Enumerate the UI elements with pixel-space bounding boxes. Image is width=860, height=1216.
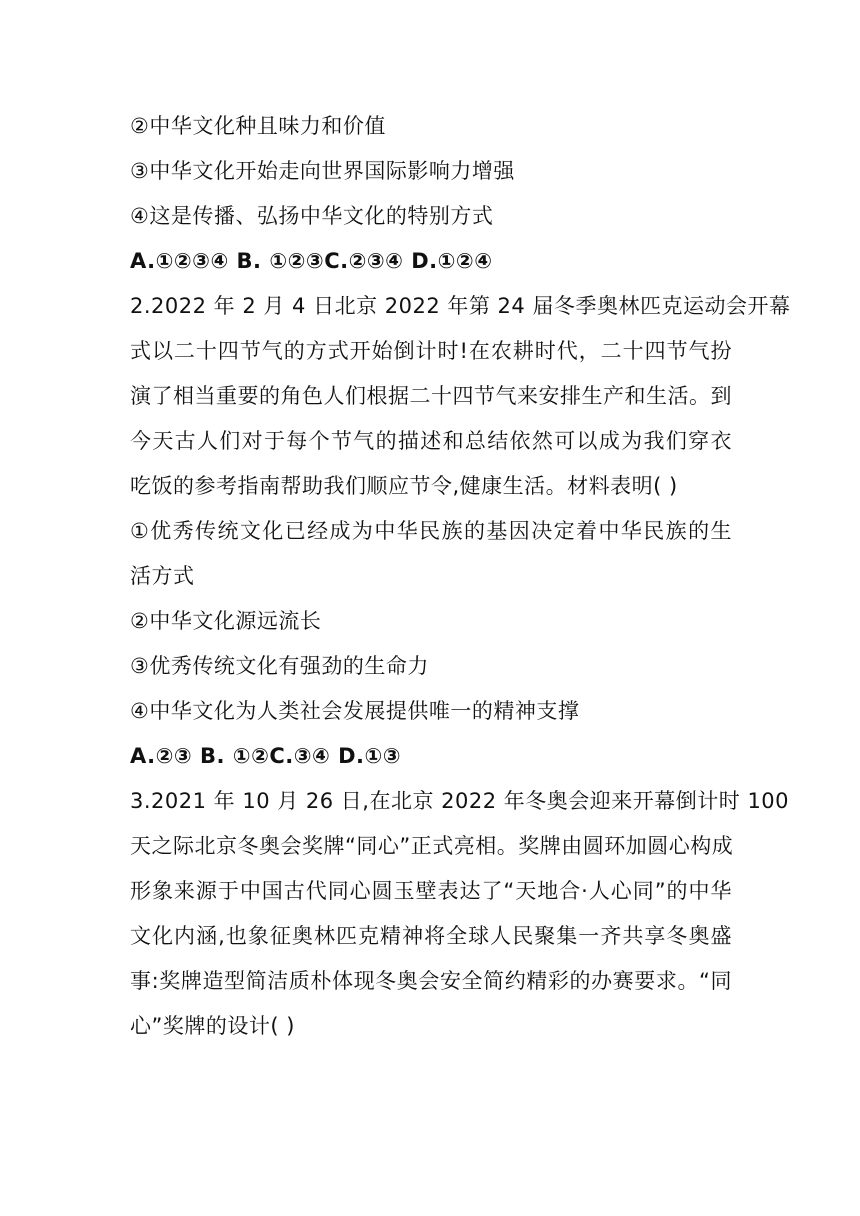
- q2-stem-line-1: 2.2022 年 2 月 4 日北京 2022 年第 24 届冬季奥林匹克运动会开幕: [130, 294, 791, 318]
- q2-option-2: ②中华文化源远流长: [130, 609, 322, 633]
- document-page: [130, 104, 791, 1049]
- q1-option-2: ②中华文化种且味力和价值: [130, 114, 386, 138]
- q1-option-4: ④这是传播、弘扬中华文化的特别方式: [130, 204, 494, 228]
- q3-stem-line-5: 事:奖牌造型简洁质朴体现冬奥会安全简约精彩的办赛要求。“同: [130, 969, 732, 993]
- q2-option-1-line-1: ①优秀传统文化已经成为中华民族的基因决定着中华民族的生: [130, 519, 732, 543]
- q2-option-1-line-2: 活方式: [130, 564, 195, 588]
- q3-stem-line-6: 心”奖牌的设计( ): [130, 1014, 295, 1038]
- q2-option-4: ④中华文化为人类社会发展提供唯一的精神支撑: [130, 699, 580, 723]
- q3-stem-line-2: 天之际北京冬奥会奖牌“同心”正式亮相。奖牌由圆环加圆心构成: [130, 834, 734, 858]
- q1-option-3: ③中华文化开始走向世界国际影响力增强: [130, 159, 515, 183]
- q2-stem-line-3: 演了相当重要的角色人们根据二十四节气来安排生产和生活。到: [130, 384, 732, 408]
- q3-stem-line-3: 形象来源于中国古代同心圆玉壁表达了“天地合·人心同”的中华: [130, 879, 732, 903]
- q2-stem-line-2: 式以二十四节气的方式开始倒计时!在农耕时代，二十四节气扮: [130, 339, 732, 363]
- q2-answer-choices: A.②③ B. ①②C.③④ D.①③: [130, 744, 402, 768]
- q2-stem-line-5: 吃饭的参考指南帮助我们顺应节令,健康生活。材料表明( ): [130, 474, 678, 498]
- q3-stem-line-4: 文化内涵,也象征奥林匹克精神将全球人民聚集一齐共享冬奥盛: [130, 924, 732, 948]
- q3-stem-line-1: 3.2021 年 10 月 26 日,在北京 2022 年冬奥会迎来开幕倒计时 100: [130, 789, 790, 813]
- q1-answer-choices: A.①②③④ B. ①②③C.②③④ D.①②④: [130, 249, 493, 273]
- q2-stem-line-4: 今天古人们对于每个节气的描述和总结依然可以成为我们穿衣: [130, 429, 732, 453]
- q2-option-3: ③优秀传统文化有强劲的生命力: [130, 654, 429, 678]
